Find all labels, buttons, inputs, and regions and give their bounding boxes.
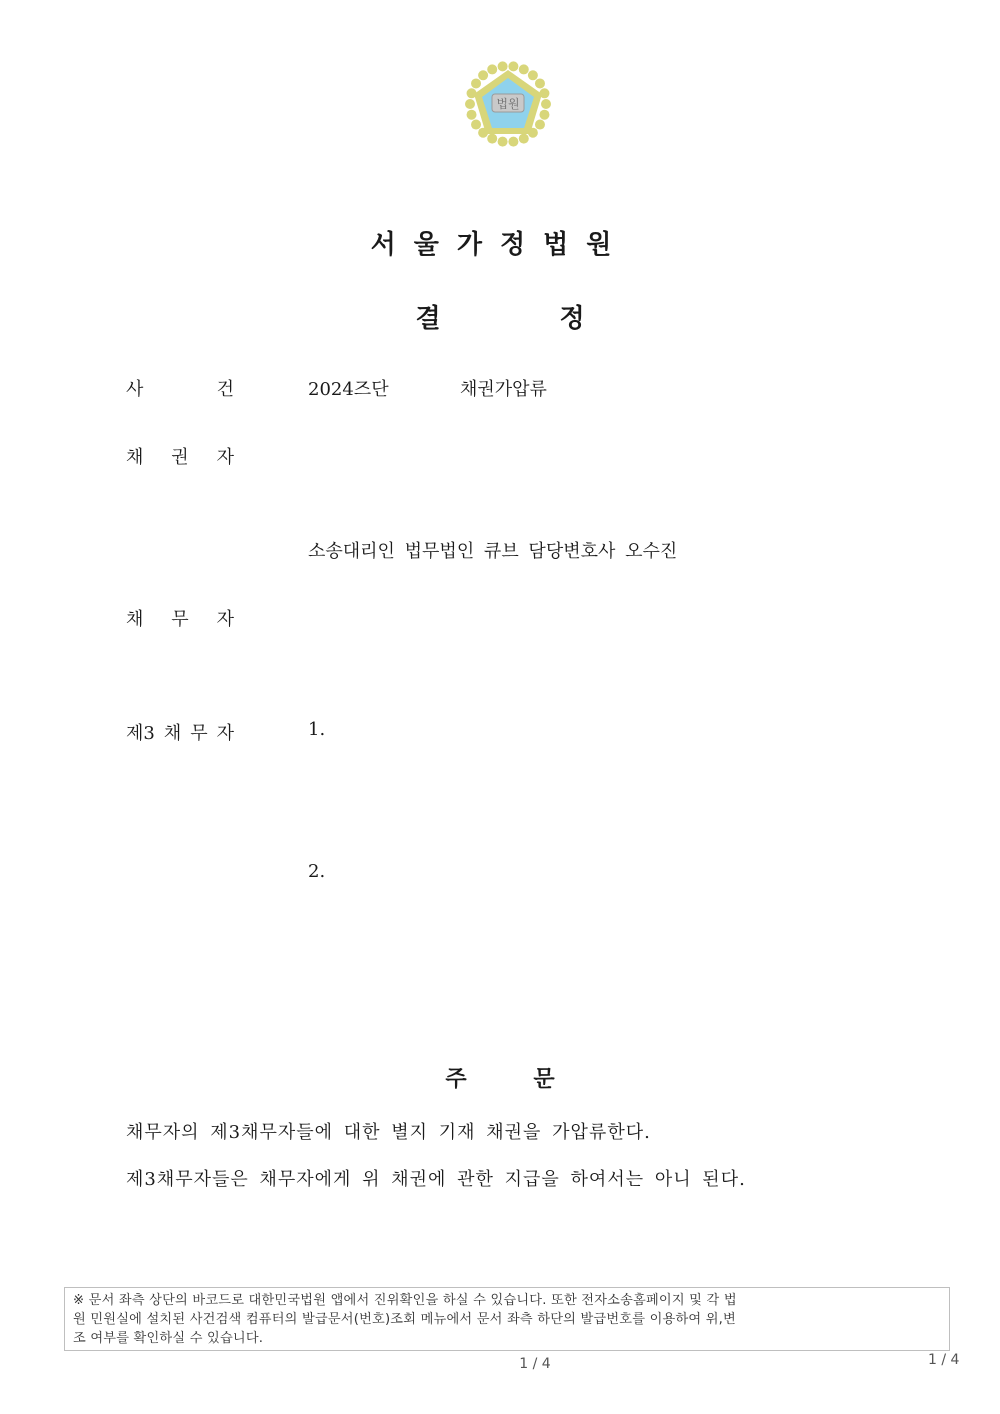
seal-petal [508, 61, 518, 71]
page-number: 1 / 4 [519, 1356, 551, 1372]
third-debtor-item: 1. [308, 719, 326, 740]
third-debtor-label: 제3 채 무 자 [126, 723, 234, 744]
seal-petal [528, 70, 538, 80]
case-label: 사 건 [126, 379, 234, 400]
debtor-label: 채 무 자 [126, 609, 234, 630]
court-seal [462, 58, 554, 148]
seal-petal [535, 120, 545, 130]
seal-petal [478, 70, 488, 80]
seal-petal [487, 134, 497, 144]
doc-title-char: 결 [415, 304, 441, 334]
order-line: 제3채무자들은 채무자에게 위 채권에 관한 지급을 하여서는 아니 된다. [126, 1169, 746, 1190]
seal-petal [471, 78, 481, 88]
seal-petal [519, 134, 529, 144]
order-line: 채무자의 제3채무자들에 대한 별지 기재 채권을 가압류한다. [126, 1122, 651, 1143]
doc-title-char: 정 [559, 304, 585, 334]
seal-text: 법원 [496, 97, 520, 111]
seal-petal [535, 78, 545, 88]
court-name: 서울가정법원 [370, 230, 630, 260]
seal-petal [487, 64, 497, 74]
notice-line: ※ 문서 좌측 상단의 바코드로 대한민국법원 앱에서 진위확인을 하실 수 있습니다. 또한 전자소송홈페이지 및 각 법 [73, 1293, 737, 1308]
seal-petal [471, 120, 481, 130]
seal-petal [541, 99, 551, 109]
page-number-right: 1 / 4 [928, 1352, 960, 1368]
seal-petal [498, 137, 508, 147]
verification-notice [64, 1287, 950, 1351]
seal-petal [519, 64, 529, 74]
order-heading: 주 문 [445, 1067, 555, 1092]
seal-petal [467, 110, 477, 120]
case-number: 2024즈단 [308, 379, 389, 400]
seal-petal [508, 137, 518, 147]
notice-line: 원 민원실에 설치된 사건검색 컴퓨터의 발급문서(번호)조회 메뉴에서 문서 좌측 하단의 발급번호를 이용하여 위,변 [73, 1312, 736, 1327]
creditor-representative: 소송대리인 법무법인 큐브 담당변호사 오수진 [308, 541, 678, 562]
creditor-label: 채 권 자 [126, 447, 234, 468]
case-type: 채권가압류 [460, 379, 547, 400]
seal-petal [465, 99, 475, 109]
seal-petal [539, 110, 549, 120]
document-title [0, 298, 1000, 335]
seal-petal [498, 61, 508, 71]
third-debtor-item: 2. [308, 861, 326, 882]
notice-line: 조 여부를 확인하실 수 있습니다. [73, 1331, 264, 1346]
